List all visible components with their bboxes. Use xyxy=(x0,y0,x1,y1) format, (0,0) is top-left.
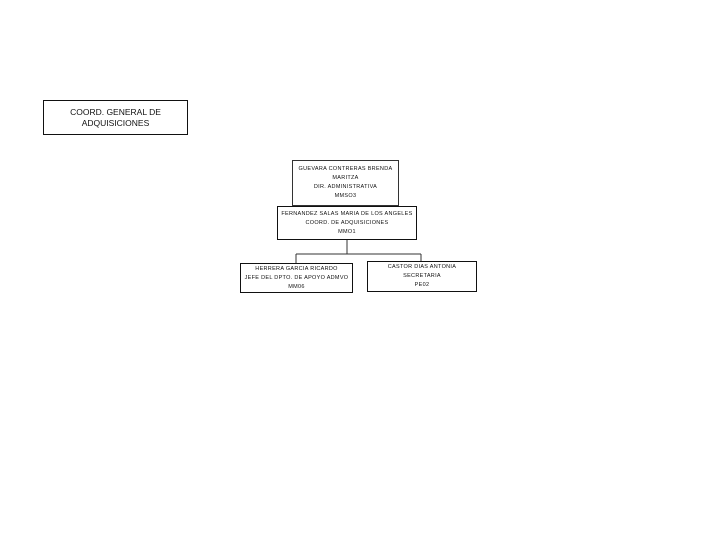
node-text: MMSO3 xyxy=(334,193,357,199)
node-text: GUEVARA CONTRERAS BRENDA xyxy=(298,166,393,172)
node-text: SECRETARIA xyxy=(403,273,441,279)
org-node-director xyxy=(292,160,399,206)
node-text: DIR. ADMINISTRATIVA xyxy=(313,184,378,190)
node-text: MM06 xyxy=(288,283,305,290)
node-text: HERRERA GARCIA RICARDO xyxy=(255,265,338,272)
node-text: JEFE DEL DPTO. DE APOYO ADMVO xyxy=(244,274,349,281)
org-node-subordinate-castor xyxy=(367,261,477,292)
org-node-subordinate-herrera xyxy=(240,263,353,293)
org-node-coordinator xyxy=(277,206,417,240)
node-text: PE02 xyxy=(414,282,430,288)
node-text: COORD. DE ADQUISICIONES xyxy=(305,219,389,226)
section-title-line1: COORD. GENERAL DE xyxy=(70,106,161,117)
node-text: MMO1 xyxy=(338,228,356,235)
section-title-line2: ADQUISICIONES xyxy=(81,117,150,128)
node-text: FERNANDEZ SALAS MARIA DE LOS ANGELES xyxy=(281,210,413,217)
node-text: CASTOR DIAS ANTONIA xyxy=(387,264,457,270)
node-text: MARITZA xyxy=(332,175,359,181)
